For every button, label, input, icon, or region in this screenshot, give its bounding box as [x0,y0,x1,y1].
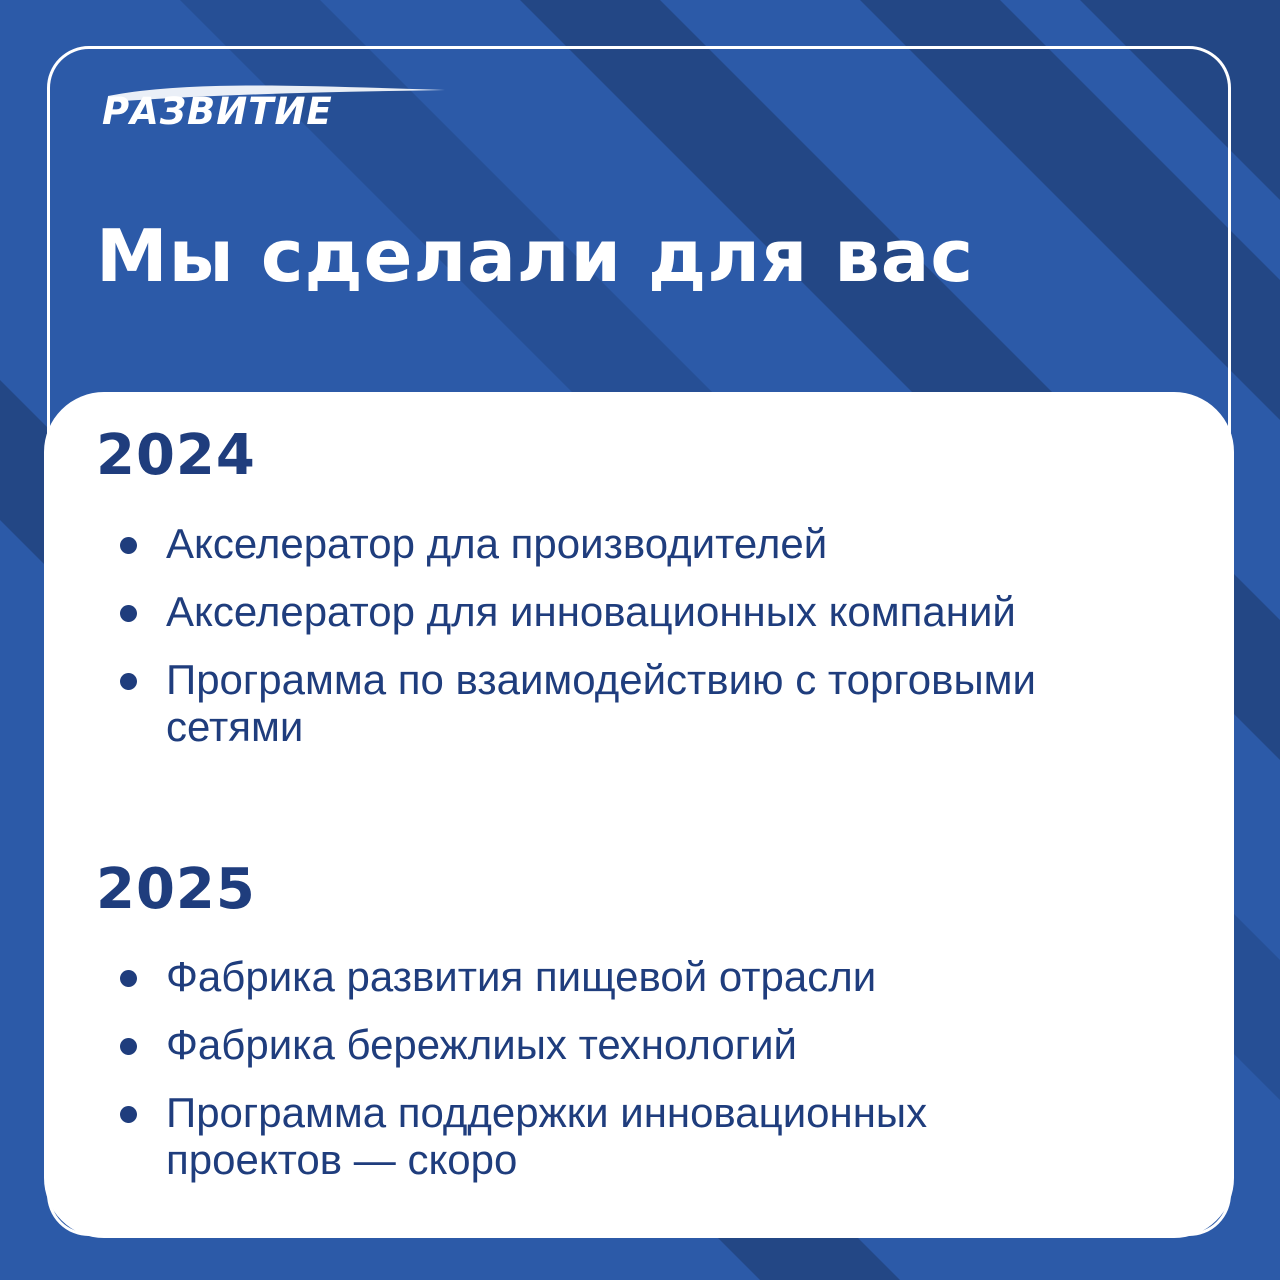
year-heading-2025: 2025 [96,857,256,922]
list-item-text: Фабрика развития пищевой отрасли [166,953,877,1000]
list-item [0,1089,1100,1183]
logo-text: РАЗВИТИЕ [102,90,333,130]
list-item [0,1021,1100,1068]
list-item-text: Фабрика бережлиых технологий [166,1021,798,1068]
bullet-icon [120,605,137,622]
list-2025 [0,953,1100,1183]
list-item-text: Программа по взаимодействию с торговыми сетями [166,656,1036,750]
razvitie-logo [100,84,450,130]
bullet-icon [120,537,137,554]
list-item [0,588,1100,635]
year-heading-2024: 2024 [96,423,256,488]
list-2024 [0,520,1100,750]
bullet-icon [120,673,137,690]
bullet-icon [120,1038,137,1055]
bullet-icon [120,1106,137,1123]
list-item [0,656,1100,750]
list-item [0,520,1100,567]
bullet-icon [120,970,137,987]
page-title: Мы сделали для вас [96,214,975,298]
list-item-text: Программа поддержки инновационных проектов — скоро [166,1089,928,1183]
list-item-text: Акселератор дла производителей [166,520,828,567]
list-item-text: Акселератор для инновационных компаний [166,588,1016,635]
list-item [0,953,1100,1000]
